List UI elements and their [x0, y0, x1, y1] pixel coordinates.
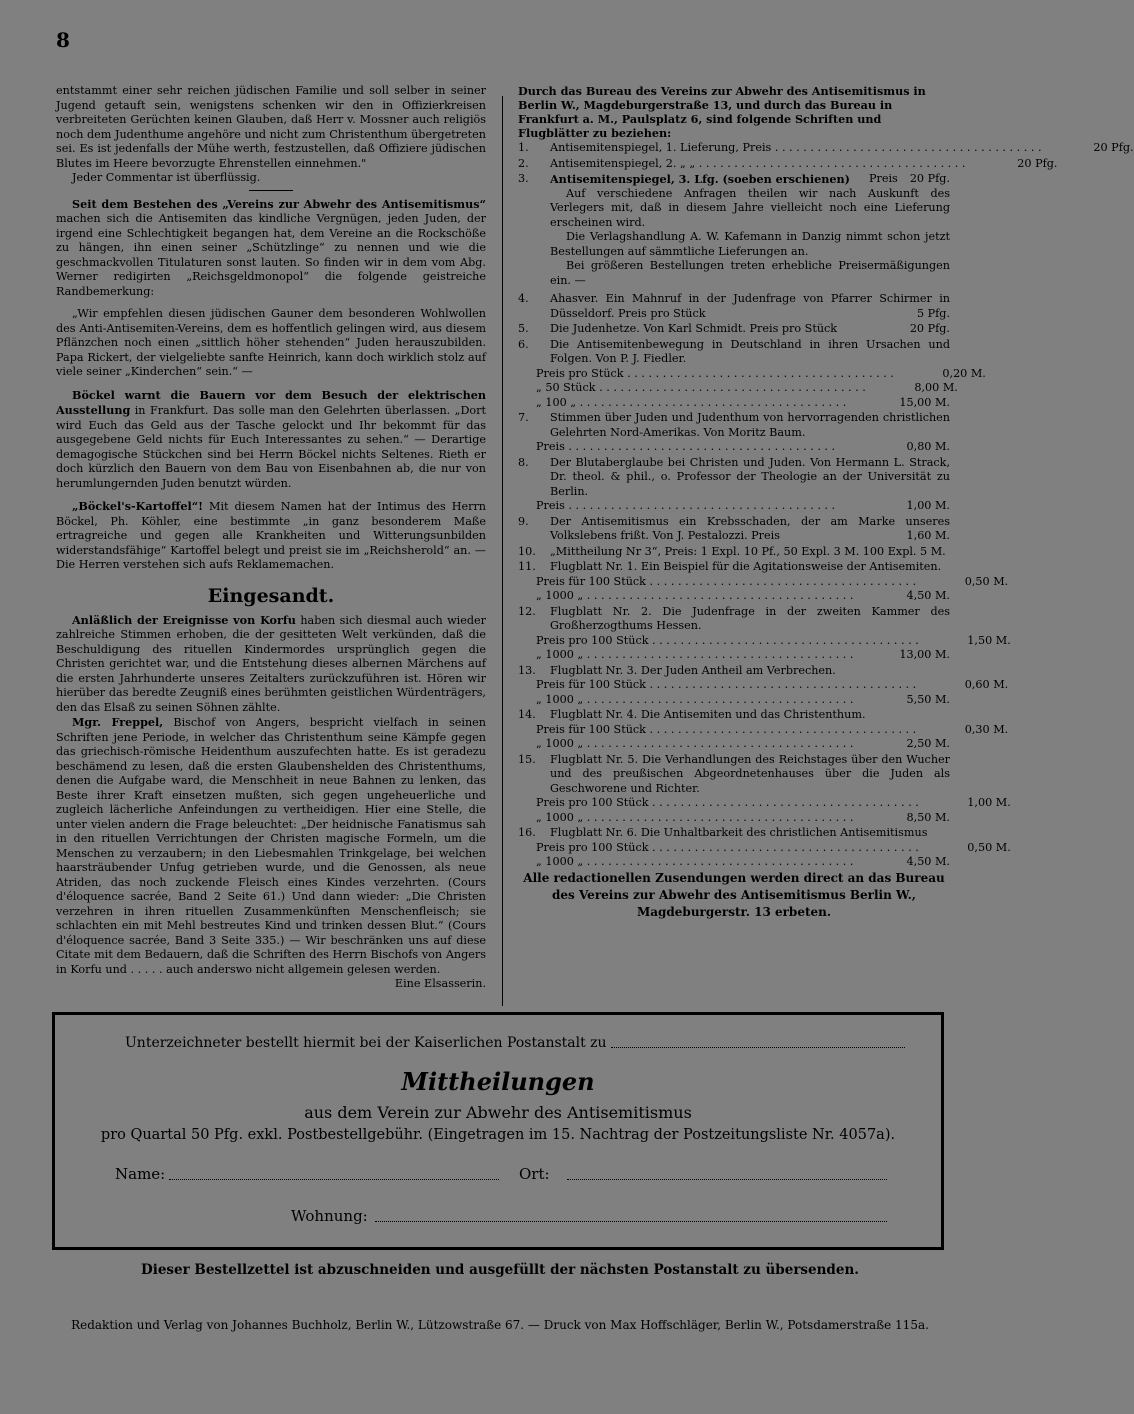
item-text: Der Antisemitismus ein Krebsschaden, der am Marke unseres Volkslebens frißt. Von J. Pestalozzi. Preis — [550, 514, 950, 542]
paragraph-continuation: entstammt einer sehr reichen jüdischen Familie und soll selber in seiner Jugend getauft sein, wenigstens schenken wir den in Offizierkreisen verbreiteten Gerüchten keinen Glauben, daß Herr v. Mossner auch religiös noch dem Judenthume angehöre und nicht zum Christenthum übergetreten sei. Es ist jedenfalls der Mühe werth, festzustellen, daß Offiziere jüdischen Blutes im Heere bevorzugte Ehrenstellen einnehmen." — [56, 84, 486, 170]
item-number: 9. — [518, 514, 529, 528]
article-freppel-body: Bischof von Angers, bespricht vielfach in seinen Schriften jene Periode, in welcher das Christenthum seine Kämpfe gegen das griechisch-römische Heidenthum auszufechten hatte. Es ist geradezu beschämend zu lesen, daß die ersten Glaubenshelden des Christenthums, denen die Aufgabe ward, die Menschheit in neue Bahnen zu lenken, das Beste ihrer Kraft einsetzen mußten, sich gegen ungeheuerliche und zugleich lächerliche Anfeindungen zu vertheidigen. Hier eine Stelle, die unter vielen andern die Frage beleuchtet: „Der heidnische Fanatismus sah in den rituellen Verrichtungen der Christen magische Formeln, um die Menschen zu verzaubern; in den Liebesmahlen Trinkgelage, bei welchen haarsträubender Unfug getrieben wurde, und die Genossen, als neue Atriden, das noch zuckende Fleisch eines Kindes verzehrten. (Cours d'éloquence sacrée, Band 2 Seite 61.) Und dann wieder: „Die Christen verzehren in ihren rituellen Zusammenkünften Menschenfleisch; sie schlachten ein mit Mehl bestreutes Kind und trinken dessen Blut.“ (Cours d'éloquence sacrée, Band 3 Seite 335.) — Wir beschränken uns auf diese Citate mit dem Bedauern, daß die Schriften des Herrn Bischofs von Angers in Korfu und . . . . . auch anderswo nicht allgemein gelesen werden. — [56, 716, 486, 976]
price-value: 4,50 M. — [906, 589, 950, 602]
price-line — [518, 678, 1009, 693]
article-korfu — [56, 613, 486, 716]
article-kartoffel-body: Mit diesem Namen hat der Intimus des Herrn Böckel, Ph. Köhler, eine bestimmte „in ganz besonderem Maße ertragreiche und gegen alle Krankheiten und Witterungsunbilden widerstandsfähige“ Kartoffel belegt und preist sie im „Reichsherold“ an. — Die Herren verstehen sich aufs Reklamemachen. — [56, 500, 487, 571]
price-line — [518, 722, 1009, 738]
item-text: Antisemitenspiegel, 3. Lfg. (soeben erschienen) — [550, 172, 850, 186]
price-value: 0,80 M. — [906, 440, 950, 453]
item-number: 8. — [518, 455, 529, 469]
price-quantity: Preis für 100 Stück . . . — [518, 678, 916, 693]
name-field[interactable] — [169, 1179, 499, 1180]
price-value: 0,60 M. — [964, 678, 1009, 691]
order-form-intro: Unterzeichneter bestellt hiermit bei der Kaiserlichen Postanstalt zu — [125, 1035, 607, 1051]
item-price-label: Preis — [868, 172, 898, 185]
order-form-line — [125, 1035, 905, 1051]
price-value: 13,00 M. — [899, 648, 950, 661]
price-value: 1,50 M. — [967, 633, 1011, 647]
price-value: 4,50 M. — [906, 855, 950, 868]
price-quantity: Preis pro Stück . . . — [518, 367, 894, 382]
item-text: Der Blutaberglaube bei Christen und Juden. Von Hermann L. Strack, Dr. theol. & phil., o. Professor der Theologie an der Universität zu Berlin. — [550, 455, 950, 498]
list-item — [518, 456, 950, 500]
item-note: Auf verschiedene Anfragen theilen wir nach Auskunft des Verlegers mit, daß in diesem Jahre vielleicht noch eine Lieferung erscheinen wird. — [550, 186, 950, 229]
item-number: 3. — [518, 172, 529, 185]
cut-note: Dieser Bestellzettel ist abzuschneiden und ausgefüllt der nächsten Postanstalt zu übersenden. — [141, 1262, 859, 1278]
price-value: 2,50 M. — [906, 737, 950, 750]
item-text: Ahasver. Ein Mahnruf in der Judenfrage von Pfarrer Schirmer in Düsseldorf. Preis pro Stück — [550, 292, 950, 320]
list-item — [518, 141, 1134, 156]
price-quantity: Preis pro 100 Stück . . . — [518, 841, 919, 856]
article-boeckel-head: Böckel warnt die Bauern vor dem Besuch der elektrischen Ausstellung — [56, 387, 486, 417]
item-number: 6. — [518, 337, 529, 351]
order-form-subtitle: aus dem Verein zur Abwehr des Antisemitismus — [304, 1103, 692, 1122]
price-quantity: Preis für 100 Stück . . . — [518, 575, 916, 590]
list-item — [518, 515, 950, 544]
item-price: 5 Pfg. — [916, 306, 950, 320]
item-text: Die Judenhetze. Von Karl Schmidt. Preis pro Stück — [550, 322, 838, 335]
price-line — [518, 796, 1011, 811]
price-line — [518, 648, 950, 663]
price-quantity: „ 100 „ . . . — [518, 396, 858, 411]
item-text: Stimmen über Juden und Judenthum von hervorragenden christlichen Gelehrten Nord-Amerikas. Von Moritz Baum. — [550, 411, 950, 439]
postanstalt-field[interactable] — [611, 1035, 905, 1048]
article-kartoffel-head: „Böckel's-Kartoffel“! — [72, 499, 204, 513]
article-korfu-head: Anläßlich der Ereignisse von Korfu — [72, 612, 296, 627]
item-number: 1. — [518, 141, 529, 154]
price-quantity: Preis . . . — [518, 499, 858, 514]
item-price: 20 Pfg. — [909, 322, 950, 335]
item-number: 7. — [518, 411, 529, 424]
item-number: 16. — [518, 826, 536, 839]
item-text: „Mittheilung Nr 3“, Preis: 1 Expl. 10 Pf., 50 Expl. 3 M. 100 Expl. 5 M. — [550, 544, 946, 558]
right-column — [518, 84, 1134, 921]
order-form — [52, 1012, 944, 1250]
price-line — [518, 574, 1009, 590]
price-quantity: „ 1000 „ . . . — [518, 855, 858, 870]
price-value: 15,00 M. — [899, 395, 950, 409]
article-boeckel — [56, 388, 486, 492]
column-divider — [502, 96, 503, 1006]
price-quantity: „ 1000 „ . . . — [518, 648, 858, 663]
price-line — [518, 633, 1011, 649]
ort-label: Ort: — [519, 1165, 550, 1183]
wohnung-field[interactable] — [375, 1221, 887, 1222]
left-column — [56, 84, 486, 992]
publications-intro: Durch das Bureau des Vereins zur Abwehr des Antisemitismus in Berlin W., Magdeburgerstraße 13, und durch das Bureau in Frankfurt a. M., Paulsplatz 6, sind folgende Schriften und Flugblätter zu beziehen: — [518, 84, 926, 140]
order-form-title: Mittheilungen — [401, 1067, 595, 1096]
list-item — [518, 292, 950, 321]
list-item — [518, 664, 950, 679]
price-quantity: Preis für 100 Stück . . . — [518, 723, 916, 738]
price-line — [518, 589, 950, 604]
list-item — [518, 411, 950, 440]
price-line — [518, 855, 950, 870]
item-price: 20 Pfg. — [1017, 156, 1058, 170]
imprint-footer: Redaktion und Verlag von Johannes Buchholz, Berlin W., Lützowstraße 67. — Druck von Max Hoffschläger, Berlin W., Potsdamerstraße 115a. — [71, 1318, 929, 1332]
list-item — [518, 753, 950, 797]
item-text: Flugblatt Nr. 2. Die Judenfrage in der zweiten Kammer des Großherzogthums Hessen. — [550, 604, 950, 632]
item-text: Flugblatt Nr. 5. Die Verhandlungen des Reichstages über den Wucher und des preußischen Abgeordnetenhauses über die Juden als Geschworene und Richter. — [550, 752, 950, 795]
section-title-eingesandt: Eingesandt. — [207, 584, 335, 607]
article-freppel — [56, 715, 486, 977]
price-value: 1,00 M. — [967, 796, 1011, 809]
item-note: Die Verlagshandlung A. W. Kafemann in Danzig nimmt schon jetzt Bestellungen auf sämmtliche Lieferungen an. — [550, 230, 950, 258]
price-quantity: Preis . . . — [518, 440, 858, 455]
item-text: Antisemitenspiegel, 1. Lieferung, Preis . . . — [550, 141, 1042, 156]
item-price: 1,60 M. — [906, 529, 950, 542]
name-label: Name: — [115, 1165, 166, 1183]
price-value: 0,30 M. — [964, 722, 1009, 736]
item-text: Antisemitenspiegel, 2. „ „ . . . — [550, 157, 965, 172]
item-number: 13. — [518, 663, 536, 677]
item-number: 10. — [518, 544, 536, 558]
signature: Eine Elsasserin. — [394, 977, 486, 990]
article-freppel-head: Mgr. Freppel, — [72, 715, 164, 729]
price-quantity: Preis pro 100 Stück . . . — [518, 796, 919, 811]
price-value: 0,20 M. — [942, 366, 986, 380]
price-line — [518, 396, 950, 411]
price-line — [518, 840, 1011, 856]
list-item — [518, 156, 1058, 172]
item-number: 5. — [518, 322, 529, 335]
price-quantity: „ 1000 „ . . . — [518, 589, 858, 604]
item-note: Bei größeren Bestellungen treten erhebliche Preisermäßigungen ein. — — [550, 259, 950, 287]
article-verein-quote: „Wir empfehlen diesen jüdischen Gauner dem besonderen Wohlwollen des Anti-Antisemiten-Vereins, dem es hoffentlich gelingen wird, aus diesem Pflänzchen noch einen „sittlich höher stehenden“ Juden herauszubilden. Papa Rickert, der vielgeliebte sanfte Heinrich, kann doch wirklich stolz auf viele seiner „Kinderchen“ sein.“ — — [56, 307, 486, 378]
price-line — [518, 693, 950, 708]
price-line — [518, 440, 950, 455]
article-kartoffel — [56, 499, 486, 573]
item-number: 12. — [518, 604, 536, 618]
order-form-price: pro Quartal 50 Pfg. exkl. Postbestellgebühr. (Eingetragen im 15. Nachtrag der Postzeitungsliste Nr. 4057a). — [100, 1127, 896, 1143]
article-korfu-body: haben sich diesmal auch wieder zahlreiche Stimmen erhoben, die der gesitteten Welt verkünden, daß die Beschuldigung des rituellen Kindermordes ursprünglich gegen die Christen gerichtet war, und die Entstehung dieses albernen Märchens auf die ersten Jahrhunderte unseres Zeitalters zurückzuführen ist. Hören wir hierüber das beredte Zeugniß eines berühmten geistlichen Würdenträgers, den das Elsaß zu seinen Söhnen zählte. — [56, 613, 487, 714]
item-text: Flugblatt Nr. 4. Die Antisemiten und das Christenthum. — [550, 708, 866, 721]
item-text: Flugblatt Nr. 3. Der Juden Antheil am Verbrechen. — [550, 663, 836, 677]
article-boeckel-body: in Frankfurt. Das solle man den Gelehrten überlassen. „Dort wird Euch das Geld aus der Tasche gelockt und Ihr bekommt für das ausgegebene Geld nichts für Euch Interessantes zu sehen.“ — Derartige demagogische Stückchen sind bei Herrn Böckel nichts Seltenes. Rieth er doch kürzlich den Bauern von dem Bau von Eisenbahnen ab, die nur von herumlungernden Juden benutzt würden. — [56, 404, 486, 490]
editorial-notice: Alle redactionellen Zusendungen werden direct an das Bureau des Vereins zur Abwehr des Antisemitismus Berlin W., Magdeburgerstr. 13 erbeten. — [523, 870, 945, 919]
item-number: 14. — [518, 708, 536, 721]
list-item — [518, 708, 950, 723]
separator — [249, 190, 293, 191]
list-item — [518, 560, 950, 575]
price-quantity: „ 1000 „ . . . — [518, 737, 858, 752]
price-line — [518, 499, 950, 514]
price-value: 0,50 M. — [967, 840, 1011, 854]
price-value: 1,00 M. — [906, 499, 950, 512]
item-price: 20 Pfg. — [1093, 141, 1134, 154]
item-number: 11. — [518, 560, 536, 573]
item-number: 2. — [518, 156, 529, 170]
page-number: 8 — [56, 28, 70, 52]
wohnung-label: Wohnung: — [291, 1207, 368, 1225]
list-item — [518, 322, 950, 337]
list-item — [518, 338, 950, 367]
price-quantity: „ 1000 „ . . . — [518, 811, 858, 826]
ort-field[interactable] — [567, 1179, 887, 1180]
list-item — [518, 545, 950, 560]
item-price: 20 Pfg. — [909, 172, 950, 185]
article-verein-head: Seit dem Bestehen des „Vereins zur Abwehr des Antisemitismus“ — [72, 196, 486, 211]
article-verein-body: machen sich die Antisemiten das kindliche Vergnügen, jeden Juden, der irgend eine Schlechtigkeit begangen hat, dem Vereine an die Rockschöße zu hängen, ihn einen seiner „Schützlinge“ zu nennen und wie die geschmackvollen Titulaturen sonst lauten. So finden wir in dem vom Abg. Werner redigirten „Reichsgeldmonopol“ die folgende geistreiche Randbemerkung: — [56, 212, 486, 298]
item-number: 4. — [518, 292, 529, 305]
price-quantity: Preis pro 100 Stück . . . — [518, 634, 919, 649]
paragraph-comment: Jeder Commentar ist überflüssig. — [72, 171, 261, 184]
price-quantity: „ 1000 „ . . . — [518, 693, 858, 708]
item-text: Flugblatt Nr. 6. Die Unhaltbarkeit des christlichen Antisemitismus — [550, 826, 928, 839]
price-value: 8,00 M. — [914, 381, 958, 394]
price-line — [518, 811, 950, 826]
price-line — [518, 381, 958, 396]
list-item — [518, 826, 950, 841]
price-quantity: „ 50 Stück . . . — [518, 381, 866, 396]
price-line — [518, 737, 950, 752]
list-item — [518, 605, 950, 634]
item-text: Die Antisemitenbewegung in Deutschland in ihren Ursachen und Folgen. Von P. J. Fiedler. — [550, 337, 950, 365]
price-value: 0,50 M. — [964, 574, 1009, 588]
item-text: Flugblatt Nr. 1. Ein Beispiel für die Agitationsweise der Antisemiten. — [550, 560, 942, 573]
item-number: 15. — [518, 752, 536, 766]
article-verein — [56, 197, 486, 300]
price-line — [518, 366, 986, 382]
price-value: 8,50 M. — [906, 810, 950, 824]
price-value: 5,50 M. — [906, 692, 950, 706]
list-item — [518, 172, 950, 187]
